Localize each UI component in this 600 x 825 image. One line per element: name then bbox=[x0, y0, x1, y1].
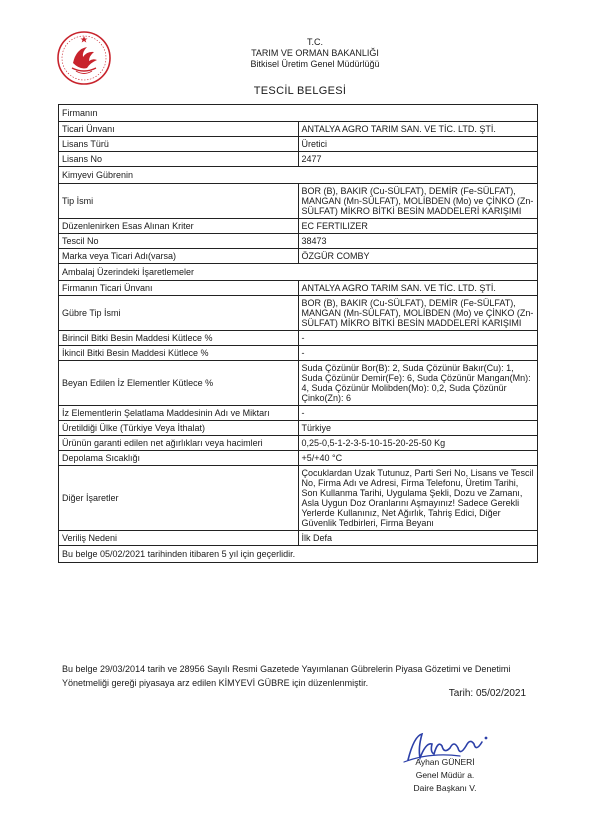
table-row bbox=[59, 249, 538, 264]
signatory-title-1: Genel Müdür a. bbox=[415, 770, 475, 780]
trade-name-label: Ticari Ünvanı bbox=[59, 122, 299, 137]
secondary-nutrient-value: - bbox=[298, 346, 538, 361]
storage-value: +5/+40 °C bbox=[298, 451, 538, 466]
fertilizer-type-label: Gübre Tip İsmi bbox=[59, 296, 299, 331]
criteria-value: EC FERTILIZER bbox=[298, 219, 538, 234]
table-row bbox=[59, 105, 538, 122]
table-row bbox=[59, 152, 538, 167]
other-marks-value: Çocuklardan Uzak Tutunuz, Parti Seri No, Lisans ve Tescil No, Firma Adı ve Adresi, Firma Telefonu, Üretim Tarihi, Son Kullanma Tarihi, Uygulama Şekli, Dozu ve Zamanı, Asla Uygun Doz Oranlarını Aşmayınız! Sadece Gerekli Yerlerde Kullanınız, Net Ağırlık, Tahriş Edici, Diğer Güvenlik Tedbirleri, Firma Beyanı bbox=[298, 466, 538, 531]
registration-no-label: Tescil No bbox=[59, 234, 299, 249]
document-title: TESCİL BELGESİ bbox=[253, 85, 347, 97]
weights-label: Ürünün garanti edilen net ağırlıkları veya hacimleri bbox=[59, 436, 299, 451]
table-row bbox=[59, 451, 538, 466]
license-type-value: Üretici bbox=[298, 137, 538, 152]
firm-trade-name-label: Firmanın Ticari Ünvanı bbox=[59, 281, 299, 296]
storage-label: Depolama Sıcaklığı bbox=[59, 451, 299, 466]
table-row bbox=[59, 122, 538, 137]
registration-table bbox=[58, 104, 538, 563]
table-row bbox=[59, 296, 538, 331]
table-row bbox=[59, 421, 538, 436]
table-row bbox=[59, 234, 538, 249]
header-line-ministry: TARIM VE ORMAN BAKANLIĞI bbox=[251, 48, 379, 58]
country-label: Üretildiği Ülke (Türkiye Veya İthalat) bbox=[59, 421, 299, 436]
issue-reason-label: Veriliş Nedeni bbox=[59, 531, 299, 546]
registration-no-value: 38473 bbox=[298, 234, 538, 249]
signatory-title-2: Daire Başkanı V. bbox=[413, 783, 477, 793]
section-packaging: Ambalaj Üzerindeki İşaretlemeler bbox=[59, 264, 538, 281]
table-row bbox=[59, 546, 538, 563]
license-no-value: 2477 bbox=[298, 152, 538, 167]
weights-value: 0,25-0,5-1-2-3-5-10-15-20-25-50 Kg bbox=[298, 436, 538, 451]
license-type-label: Lisans Türü bbox=[59, 137, 299, 152]
other-marks-label: Diğer İşaretler bbox=[59, 466, 299, 531]
section-firm: Firmanın bbox=[59, 105, 538, 122]
table-row bbox=[59, 281, 538, 296]
license-no-label: Lisans No bbox=[59, 152, 299, 167]
micro-elements-value: Suda Çözünür Bor(B): 2, Suda Çözünür Bakır(Cu): 1, Suda Çözünür Demir(Fe): 6, Suda Çözünür Mangan(Mn): 4, Suda Çözünür Molibden(Mo): 0,2, Suda Çözünür Çinko(Zn): 6 bbox=[298, 361, 538, 406]
table-row bbox=[59, 436, 538, 451]
type-name-value: BOR (B), BAKIR (Cu-SÜLFAT), DEMİR (Fe-SÜLFAT), MANGAN (Mn-SÜLFAT), MOLİBDEN (Mo) ve ÇİNKO (Zn-SÜLFAT) MİKRO BİTKİ BESİN MADDELERİ KARIŞIMI bbox=[298, 184, 538, 219]
primary-nutrient-value: - bbox=[298, 331, 538, 346]
section-fertilizer: Kimyevi Gübrenin bbox=[59, 167, 538, 184]
table-row bbox=[59, 137, 538, 152]
brand-value: ÖZGÜR COMBY bbox=[298, 249, 538, 264]
header-line-tc: T.C. bbox=[306, 37, 323, 47]
criteria-label: Düzenlenirken Esas Alınan Kriter bbox=[59, 219, 299, 234]
chelating-label: İz Elementlerin Şelatlama Maddesinin Adı ve Miktarı bbox=[59, 406, 299, 421]
signatory-name: Ayhan GÜNERİ bbox=[415, 757, 475, 767]
brand-label: Marka veya Ticari Adı(varsa) bbox=[59, 249, 299, 264]
country-value: Türkiye bbox=[298, 421, 538, 436]
regulation-footnote: Bu belge 29/03/2014 tarih ve 28956 Sayılı Resmi Gazetede Yayımlanan Gübrelerin Piyasa Gözetimi ve Denetimi Yönetmeliği gereği piyasaya arz edilen KİMYEVİ GÜBRE için düzenlenmiştir. bbox=[62, 664, 511, 688]
table-row bbox=[59, 466, 538, 531]
primary-nutrient-label: Birincil Bitki Besin Maddesi Kütlece % bbox=[59, 331, 299, 346]
table-row bbox=[59, 167, 538, 184]
firm-trade-name-value: ANTALYA AGRO TARIM SAN. VE TİC. LTD. ŞTİ. bbox=[298, 281, 538, 296]
table-row bbox=[59, 346, 538, 361]
table-row bbox=[59, 531, 538, 546]
table-row bbox=[59, 331, 538, 346]
validity-statement: Bu belge 05/02/2021 tarihinden itibaren 5 yıl için geçerlidir. bbox=[59, 546, 538, 563]
micro-elements-label: Beyan Edilen İz Elementler Kütlece % bbox=[59, 361, 299, 406]
table-row bbox=[59, 264, 538, 281]
secondary-nutrient-label: İkincil Bitki Besin Maddesi Kütlece % bbox=[59, 346, 299, 361]
issue-reason-value: İlk Defa bbox=[298, 531, 538, 546]
fertilizer-type-value: BOR (B), BAKIR (Cu-SÜLFAT), DEMİR (Fe-SÜLFAT), MANGAN (Mn-SÜLFAT), MOLİBDEN (Mo) ve ÇİNKO (Zn-SÜLFAT) MİKRO BİTKİ BESİN MADDELERİ KARIŞIMI bbox=[298, 296, 538, 331]
header-line-directorate: Bitkisel Üretim Genel Müdürlüğü bbox=[250, 59, 380, 69]
table-row bbox=[59, 406, 538, 421]
issue-date: Tarih: 05/02/2021 bbox=[448, 688, 526, 699]
signatory-block bbox=[390, 756, 500, 795]
chelating-value: - bbox=[298, 406, 538, 421]
ministry-header bbox=[0, 37, 600, 70]
table-row bbox=[59, 219, 538, 234]
table-row bbox=[59, 361, 538, 406]
trade-name-value: ANTALYA AGRO TARIM SAN. VE TİC. LTD. ŞTİ. bbox=[298, 122, 538, 137]
table-row bbox=[59, 184, 538, 219]
type-name-label: Tip İsmi bbox=[59, 184, 299, 219]
